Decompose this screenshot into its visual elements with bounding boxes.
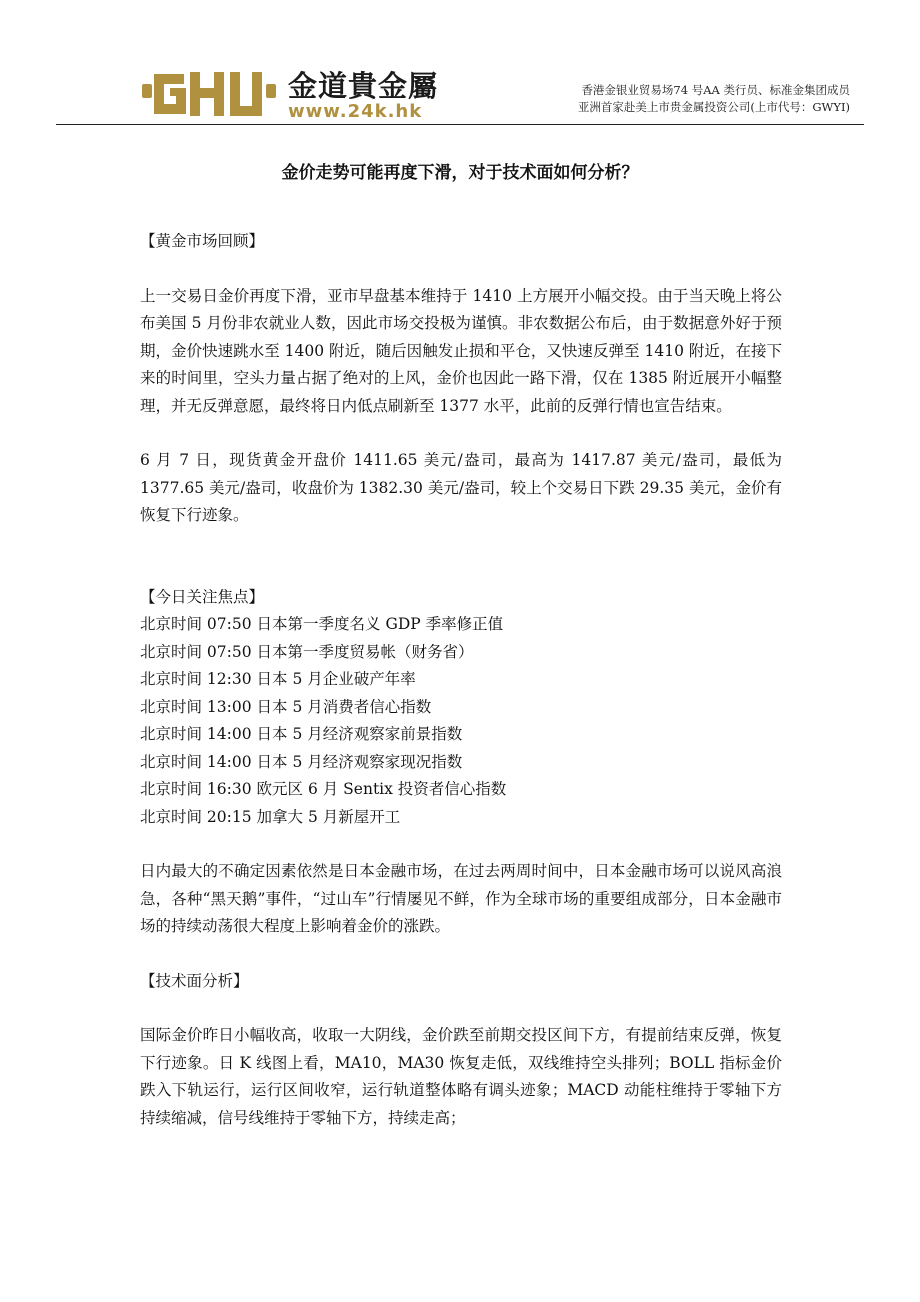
event-item: 北京时间 07:50 日本第一季度贸易帐（财务省）	[140, 642, 474, 661]
section-heading-focus: 【今日关注焦点】	[140, 587, 265, 606]
event-item: 北京时间 16:30 欧元区 6 月 Sentix 投资者信心指数	[140, 780, 507, 798]
section-heading-review: 【黄金市场回顾】	[140, 232, 265, 250]
page-title: 金价走势可能再度下滑，对于技术面如何分析？	[281, 163, 639, 183]
review-paragraph-1: 上一交易日金价再度下滑，亚市早盘基本维持于 1410 上方展开小幅交投。由于当天晚上将公布美国 5 月份非农就业人数，因此市场交投极为谨慎。非农数据公布后，由于数据意外好于预期，金价快速跳水至 1400 附近，随后因触发止损和平仓，又快速反弹至 1410 附近，在接下来的时间里，空头力量占据了绝对的上风，金价也因此一路下滑，仅在 1385 附近展开小幅整理，并无反弹意愿，最终将日内低点刷新至 1377 水平，此前的反弹行情也宣告结束。	[140, 286, 782, 415]
event-item: 北京时间 14:00 日本 5 月经济观察家现况指数	[140, 752, 463, 771]
focus-paragraph: 日内最大的不确定因素依然是日本金融市场，在过去两周时间中，日本金融市场可以说风高浪急，各种“黑天鹅”事件，“过山车”行情屡见不鲜，作为全球市场的重要组成部分，日本金融市场的持续动荡很大程度上影响着金价的涨跌。	[140, 862, 782, 935]
event-item: 北京时间 20:15 加拿大 5 月新屋开工	[140, 807, 401, 826]
event-item: 北京时间 13:00 日本 5 月消费者信心指数	[140, 697, 432, 716]
event-list	[140, 611, 782, 831]
event-item: 北京时间 07:50 日本第一季度名义 GDP 季率修正值	[140, 615, 504, 633]
company-line-2: 亚洲首家赴美上市贵金属投资公司(上市代号：GWYI)	[577, 100, 850, 114]
event-item: 北京时间 12:30 日本 5 月企业破产年率	[140, 670, 416, 688]
article-body	[140, 228, 782, 1132]
section-heading-technical: 【技术面分析】	[140, 971, 249, 990]
event-item: 北京时间 14:00 日本 5 月经济观察家前景指数	[140, 725, 463, 743]
header-divider	[56, 124, 864, 125]
page-header	[0, 0, 920, 130]
logo-url: www.24k.hk	[288, 101, 423, 122]
technical-paragraph: 国际金价昨日小幅收高，收取一大阴线，金价跌至前期交投区间下方，有提前结束反弹，恢复下行迹象。日 K 线图上看，MA10，MA30 恢复走低，双线维持空头排列；BOLL 指标金价跌入下轨运行，运行区间收窄，运行轨道整体略有调头迹象；MACD 动能柱维持于零轴下方持续缩减，信号线维持于零轴下方，持续走高；	[140, 1026, 782, 1127]
gold-logo-icon	[142, 68, 278, 120]
review-paragraph-2: 6 月 7 日，现货黄金开盘价 1411.65 美元/盎司，最高为 1417.87 美元/盎司，最低为 1377.65 美元/盎司，收盘价为 1382.30 美元/盎司，较上个交易日下跌 29.35 美元，金价有恢复下行迹象。	[140, 451, 782, 524]
company-line-1: 香港金银业贸易场74 号AA 类行员、标准金集团成员	[581, 83, 850, 97]
logo-text: 金道貴金屬	[288, 69, 439, 103]
company-info	[578, 82, 850, 116]
